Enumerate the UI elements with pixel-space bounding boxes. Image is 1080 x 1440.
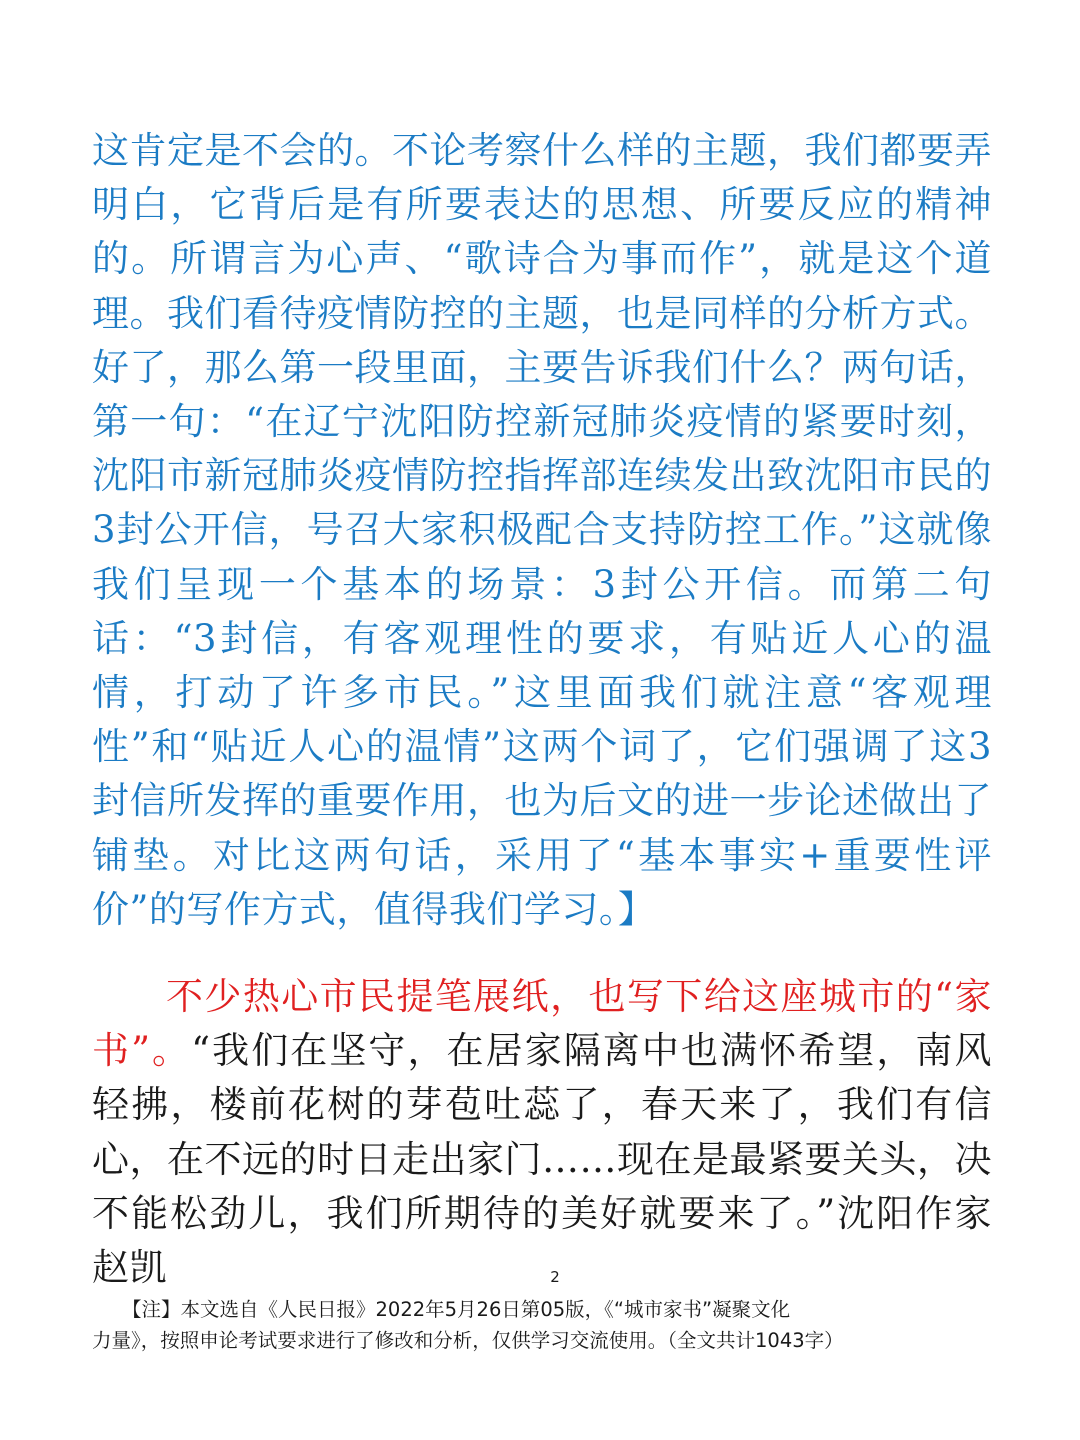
analysis-paragraph: 这肯定是不会的。不论考察什么样的主题，我们都要弄明白，它背后是有所要表达的思想、所要反应的精神的。所谓言为心声、“歌诗合为事而作”，就是这个道理。我们看待疫情防控的主题，也是同样的分析方式。好了，那么第一段里面，主要告诉我们什么？两句话，第一句：“在辽宁沈阳防控新冠肺炎疫情的紧要时刻，沈阳市新冠肺炎疫情防控指挥部连续发出致沈阳市民的3封公开信，号召大家积极配合支持防控工作。”这就像我们呈现一个基本的场景：3封公开信。而第二句话：“3封信，有客观理性的要求，有贴近人心的温情，打动了许多市民。”这里面我们就注意“客观理性”和“贴近人心的温情”这两个词了，它们强调了这3封信所发挥的重要作用，也为后文的进一步论述做出了铺垫。对比这两句话，采用了“基本事实+重要性评价”的写作方式，值得我们学习。】 xyxy=(92,129,992,931)
paragraph-continuation: “我们在坚守，在居家隔离中也满怀希望，南风轻拂，楼前花树的芽苞吐蕊了，春天来了，我们有信心，在不远的时日走出家门……现在是最紧要关头，决不能松劲儿，我们所期待的美好就要来了。”沈阳作家赵凯 xyxy=(92,1029,992,1290)
article-paragraph xyxy=(92,970,992,1295)
footnote-line-1: 【注】本文选自《人民日报》2022年5月26日第05版，《“城市家书”凝聚文化 xyxy=(122,1298,791,1321)
page-number: 2 xyxy=(550,1268,560,1286)
highlighted-sentence: 不少热心市民提笔展纸，也写下给这座城市的“家书”。 xyxy=(92,975,992,1073)
footnote-line-2: 力量》，按照申论考试要求进行了修改和分析，仅供学习交流使用。（全文共计1043字） xyxy=(92,1329,844,1352)
footnote xyxy=(92,1294,1002,1356)
